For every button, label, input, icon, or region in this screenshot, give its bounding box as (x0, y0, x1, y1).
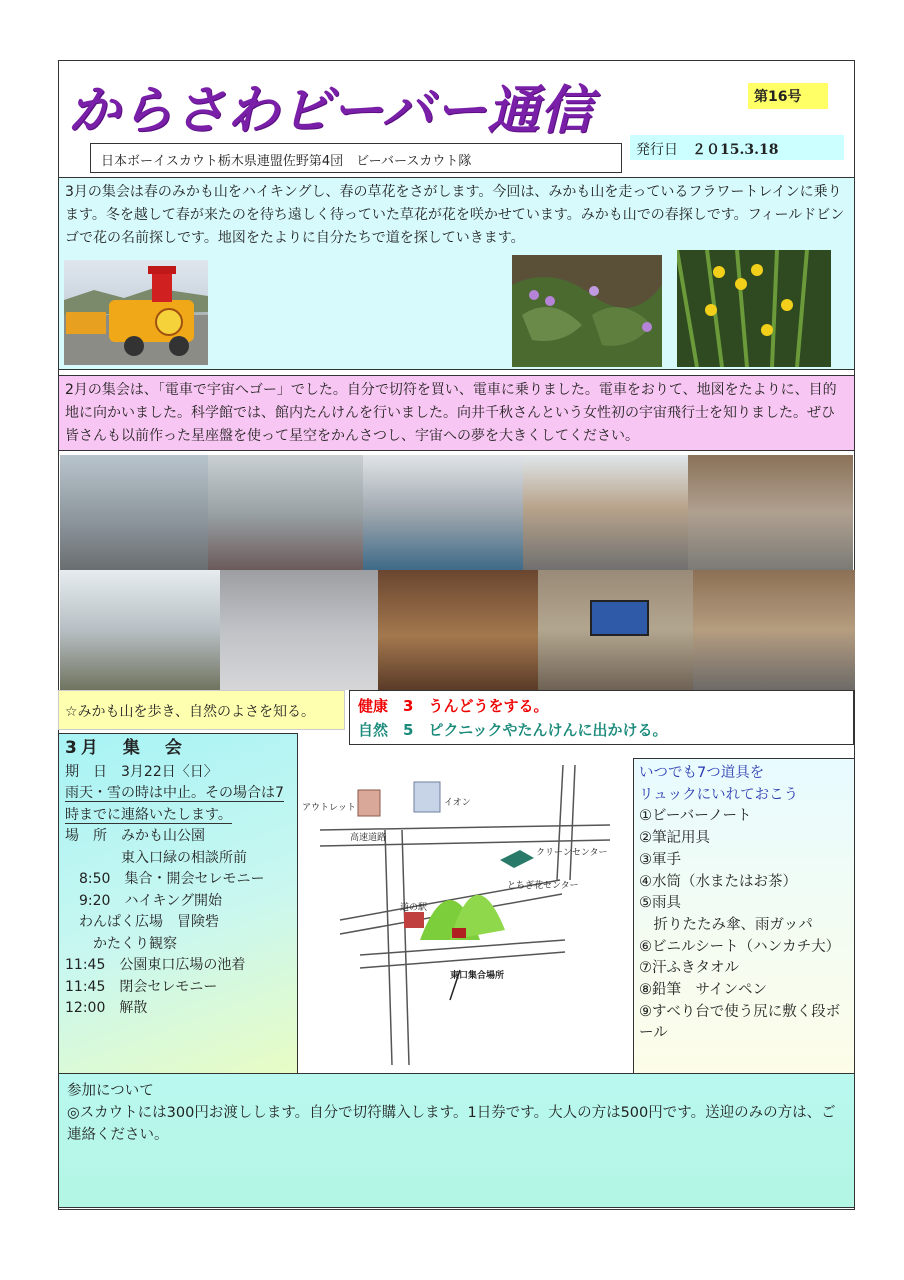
meeting-place: 場 所 みかも山公園 (65, 828, 205, 844)
organization-name: 日本ボーイスカウト栃木県連盟佐野第4団 ビーバースカウト隊 (90, 143, 622, 173)
meeting-date: 期 日 3月22日〈日〉 (65, 763, 218, 780)
ticket-gate-photo (363, 455, 523, 570)
schedule-item: 12:00 解散 (65, 1000, 148, 1016)
map-label-meeting-point: 東口集合場所 (450, 970, 505, 980)
goal-health: 健康 3 うんどうをする。 (358, 697, 549, 715)
tool-item: ②筆記用具 (639, 830, 710, 847)
march-intro-text: 3月の集会は春のみかも山をハイキングし、春の草花をさがします。今回は、みかも山を走っているフラワートレインに乗ります。冬を越して春が来たのを待ち遠しく待っていた草花が花を咲かせています。みかも山での春探しです。フィールドビンゴで花の名前探しです。地図をたよりに自分たちで道を探していきます。 (65, 184, 845, 246)
tool-item: ④水筒（水またはお茶） (639, 873, 797, 890)
goal-nature: ☆みかも山を歩き、自然のよさを知る。 (58, 690, 345, 730)
map-label-clean-center: クリーンセンター (536, 847, 608, 857)
schedule-item: 9:20 ハイキング開始 (65, 892, 223, 909)
katakuri-flowers-photo (512, 255, 662, 367)
star-chart-activity-photo (693, 570, 855, 690)
tool-item: ③軍手 (639, 851, 681, 868)
meeting-info-box (58, 733, 298, 1075)
tool-item: ⑨すべり台で使う尻に敷く段ボール (639, 1003, 841, 1042)
february-report-text: 2月の集会は、「電車で宇宙へゴー」でした。自分で切符を買い、電車に乗りました。電車をおりて、地図をたよりに、目的地に向かいました。科学館では、館内たんけんを行いました。向井千秋さんという女性初の宇宙飛行士を知りました。ぜひ皆さんも以前作った星座盤を使って星空をかんさつし、宇宙への夢を大きくしてください。 (65, 382, 837, 444)
map-label-outlet: アウトレット (302, 802, 356, 812)
schedule-item: わんぱく広場 冒険砦 (65, 914, 219, 930)
meeting-place-detail: 東入口緑の相談所前 (65, 849, 247, 866)
map-label-flower-center: とちぎ花センター (507, 880, 579, 890)
schedule-item: かたくり観察 (65, 935, 177, 952)
schedule-item: 8:50 集合・開会セレモニー (65, 871, 265, 887)
tool-item: ⑦汗ふきタオル (639, 960, 739, 977)
science-museum-walk-photo (60, 570, 220, 690)
museum-hall-photo (220, 570, 378, 690)
tool-item: ⑧鉛筆 サインペン (639, 982, 767, 999)
flower-train-photo (64, 260, 208, 365)
museum-exhibit-photo (378, 570, 538, 690)
tool-item: ⑥ビニルシート（ハンカチ大） (639, 938, 841, 955)
date-value: ２０15.3.18 (692, 142, 779, 158)
february-report-section (58, 375, 855, 451)
tool-item: 折りたたみ傘、雨ガッパ (639, 916, 813, 933)
participation-box (58, 1073, 855, 1208)
station-exit-photo (688, 455, 853, 570)
tool-item: ⑤雨具 (639, 895, 681, 912)
train-interior-photo (208, 455, 363, 570)
seven-tools-box (633, 758, 855, 1076)
space-display-photo (538, 570, 693, 690)
goal-nature-outing: 自然 5 ピクニックやたんけんに出かける。 (358, 721, 668, 739)
station-platform-photo (60, 455, 208, 570)
tools-heading-2: リュックにいれておこう (639, 786, 799, 803)
goals-box (349, 690, 854, 745)
schedule-item: 11:45 公園東口広場の池着 (65, 957, 246, 973)
meeting-heading: 3月 集 会 (65, 738, 186, 758)
yellow-flowers-photo (677, 250, 831, 367)
newsletter-title: からさわビーバー通信 (68, 81, 594, 141)
issue-date (630, 135, 844, 160)
participation-heading: 参加について (67, 1083, 154, 1099)
meeting-rain-note: 雨天・雪の時は中止。その場合は7時までに連絡いたします。 (65, 785, 284, 823)
tool-item: ①ビーバーノート (639, 808, 752, 825)
map-label-michinoeki: 道の駅 (400, 902, 428, 912)
schedule-item: 11:45 閉会セレモニー (65, 978, 218, 995)
street-walk-photo (523, 455, 688, 570)
issue-number: 第16号 (748, 83, 828, 109)
date-label: 発行日 (636, 142, 678, 158)
participation-text: ◎スカウトには300円お渡しします。自分で切符購入します。1日券です。大人の方は500円です。送迎のみの方は、ご連絡ください。 (67, 1105, 836, 1143)
tools-heading-1: いつでも7つ道具を (639, 765, 765, 781)
area-map (300, 760, 630, 1075)
map-label-aeon: イオン (444, 797, 471, 807)
map-label-highway: 高速道路 (350, 832, 387, 842)
